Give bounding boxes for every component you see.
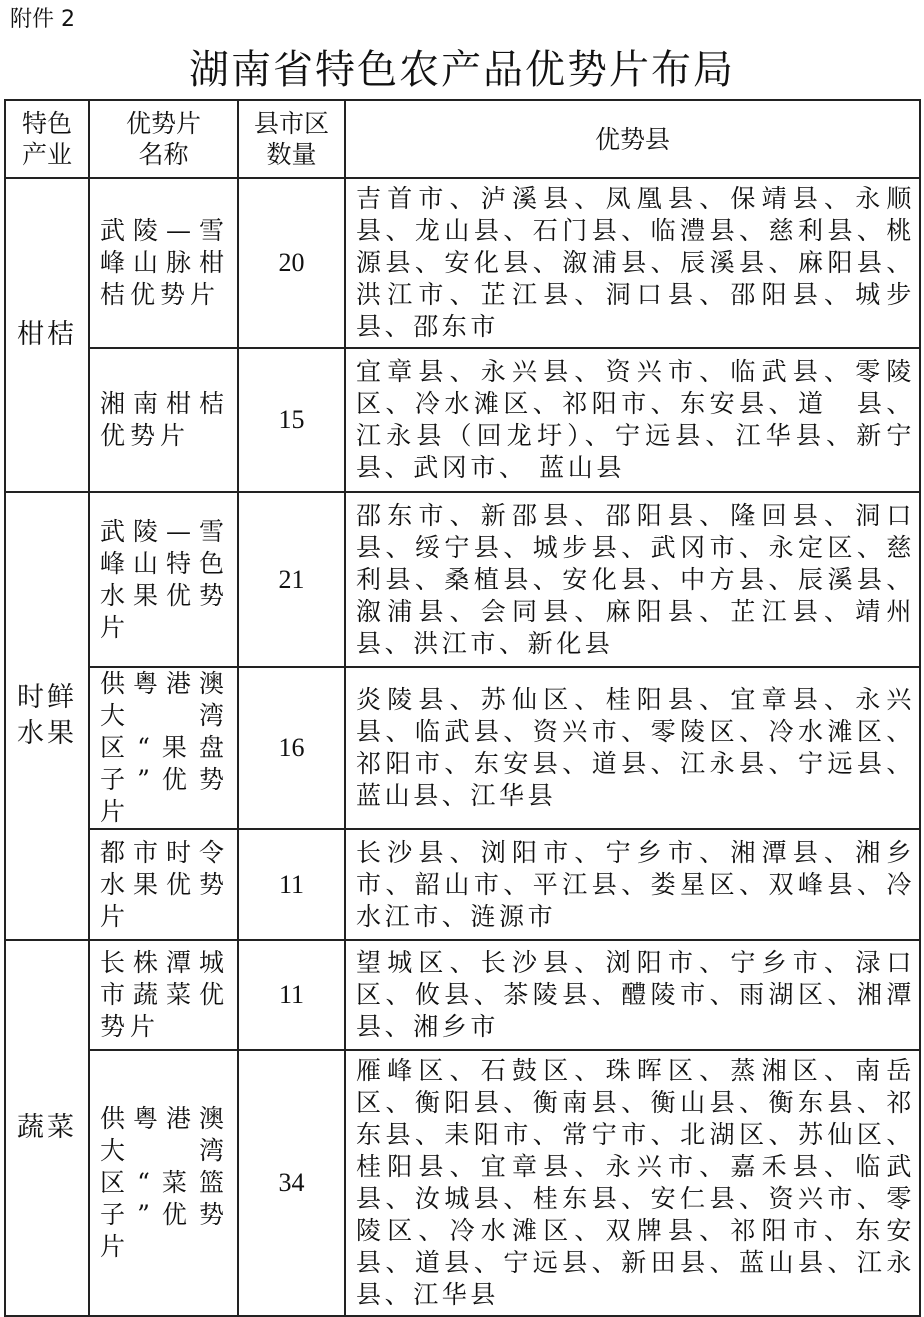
zone-counties: 宜章县、永兴县、资兴市、临武县、零陵区、冷水滩区、祁阳市、东安县、道 县、江永县（回龙圩）、宁远县、江华县、新宁县、武冈市、 蓝山县	[345, 348, 920, 492]
page-title: 湖南省特色农产品优势片布局	[189, 47, 735, 93]
zone-counties: 炎陵县、苏仙区、桂阳县、宜章县、永兴县、临武县、资兴市、零陵区、冷水滩区、祁阳市、东安县、道县、江永县、宁远县、蓝山县、江华县	[345, 667, 920, 829]
industry-cell-citrus: 柑桔	[5, 178, 89, 492]
zone-count: 11	[238, 829, 345, 940]
table-row	[5, 492, 920, 667]
zone-count: 11	[238, 940, 345, 1050]
table-row	[5, 178, 920, 348]
attachment-label: 附件 2	[10, 7, 75, 32]
zone-count: 21	[238, 492, 345, 667]
zone-name: 供粤港澳大湾区“菜篮子”优势片	[89, 1050, 238, 1316]
table-row	[5, 667, 920, 829]
header-county-count: 县市区数量	[238, 100, 345, 178]
zone-count: 34	[238, 1050, 345, 1316]
zone-name: 长株潭城市蔬菜优势片	[89, 940, 238, 1050]
zone-counties: 邵东市、新邵县、邵阳县、隆回县、洞口县、绥宁县、城步县、武冈市、永定区、慈利县、桑植县、安化县、中方县、辰溪县、溆浦县、会同县、麻阳县、芷江县、靖州县、洪江市、新化县	[345, 492, 920, 667]
zone-counties: 望城区、长沙县、浏阳市、宁乡市、渌口区、攸县、茶陵县、醴陵市、雨湖区、湘潭县、湘乡市	[345, 940, 920, 1050]
layout-table	[4, 99, 921, 1317]
industry-cell-fresh-fruit: 时鲜水果	[5, 492, 89, 940]
header-industry: 特色产业	[5, 100, 89, 178]
zone-name: 武陵—雪峰山脉柑桔优势片	[89, 178, 238, 348]
zone-count: 16	[238, 667, 345, 829]
header-zone-name: 优势片名称	[89, 100, 238, 178]
zone-name: 武陵—雪峰山特色水果优势片	[89, 492, 238, 667]
table-row	[5, 940, 920, 1050]
zone-count: 20	[238, 178, 345, 348]
zone-name: 都市时令水果优势片	[89, 829, 238, 940]
zone-counties: 吉首市、泸溪县、凤凰县、保靖县、永顺县、龙山县、石门县、临澧县、慈利县、桃源县、安化县、溆浦县、辰溪县、麻阳县、洪江市、芷江县、洞口县、邵阳县、城步县、邵东市	[345, 178, 920, 348]
industry-cell-vegetables: 蔬菜	[5, 940, 89, 1316]
table-row	[5, 348, 920, 492]
zone-name: 湘南柑桔优势片	[89, 348, 238, 492]
table-row	[5, 1050, 920, 1316]
zone-counties: 长沙县、浏阳市、宁乡市、湘潭县、湘乡市、韶山市、平江县、娄星区、双峰县、冷水江市、涟源市	[345, 829, 920, 940]
zone-counties: 雁峰区、石鼓区、珠晖区、蒸湘区、南岳区、衡阳县、衡南县、衡山县、衡东县、祁东县、耒阳市、常宁市、北湖区、苏仙区、桂阳县、宜章县、永兴市、嘉禾县、临武县、汝城县、桂东县、安仁县、资兴市、零陵区、冷水滩区、双牌县、祁阳市、东安县、道县、宁远县、新田县、蓝山县、江永县、江华县	[345, 1050, 920, 1316]
zone-count: 15	[238, 348, 345, 492]
table-header-row	[5, 100, 920, 178]
header-counties: 优势县	[345, 100, 920, 178]
table-row	[5, 829, 920, 940]
zone-name: 供粤港澳大湾区“果盘子”优势片	[89, 667, 238, 829]
